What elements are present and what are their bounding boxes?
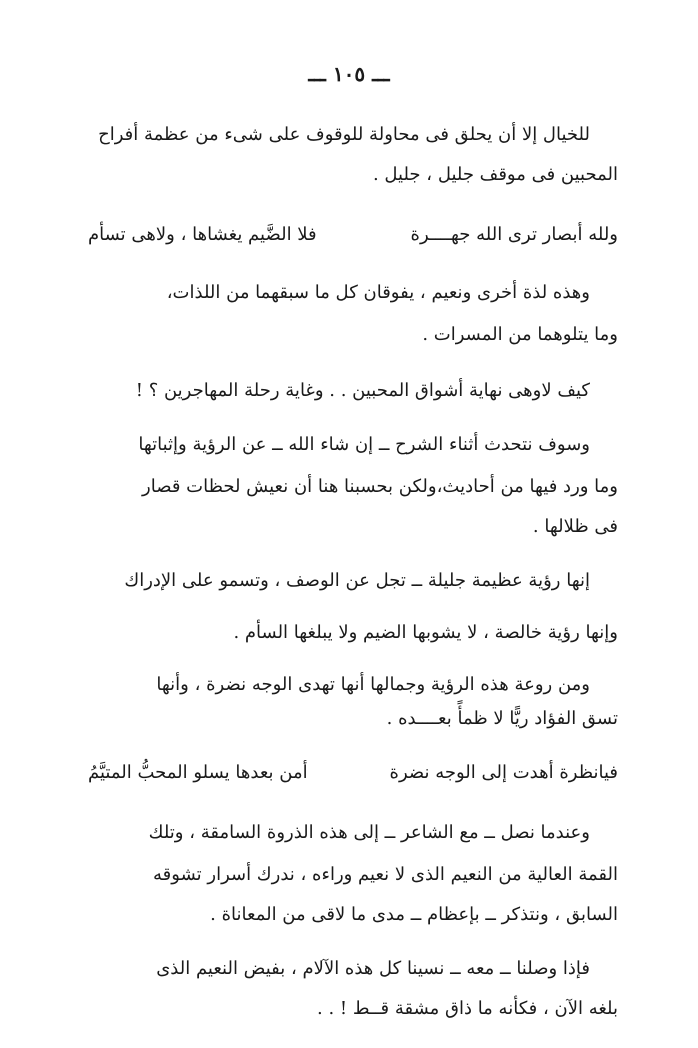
- text-line: ومن روعة هذه الرؤية وجمالها أنها تهدى الوجه نضرة ، وأنها: [156, 674, 590, 695]
- text-line: وهذه لذة أخرى ونعيم ، يفوقان كل ما سبقهما من اللذات،: [166, 282, 590, 303]
- text-line: فإذا وصلنا ــ معه ــ نسينا كل هذه الآلام ، بفيض النعيم الذى: [156, 958, 590, 979]
- text-line: بلغه الآن ، فكأنه ما ذاق مشقة قــط ! . .: [317, 998, 618, 1019]
- text-line: السابق ، ونتذكر ــ بإعظام ــ مدى ما لاقى من المعاناة .: [210, 904, 618, 925]
- text-line: وسوف نتحدث أثناء الشرح ــ إن شاء الله ــ عن الرؤية وإثباتها: [138, 434, 590, 455]
- text-line: فى ظلالها .: [532, 516, 618, 537]
- text-line: إنها رؤية عظيمة جليلة ــ تجل عن الوصف ، وتسمو على الإدراك: [124, 570, 590, 591]
- text-line: كيف لاوهى نهاية أشواق المحبين . . وغاية رحلة المهاجرين ؟ !: [135, 380, 590, 401]
- verse-hemistich-second: فلا الضَّيم يغشاها ، ولاهى تسأم: [88, 224, 317, 245]
- verse-hemistich-first: فيانظرة أهدت إلى الوجه نضرة: [389, 762, 618, 783]
- verse-hemistich-first: ولله أبصار ترى الله جهــــرة: [410, 224, 618, 245]
- verse-hemistich-second: أمن بعدها يسلو المحبُّ المتيَّمُ: [88, 762, 308, 783]
- page-number: ـــ ١٠٥ ـــ: [308, 62, 390, 86]
- text-line: وما يتلوهما من المسرات .: [422, 324, 618, 345]
- text-line: وعندما نصل ــ مع الشاعر ــ إلى هذه الذروة السامقة ، وتلك: [148, 822, 590, 843]
- text-line: للخيال إلا أن يحلق فى محاولة للوقوف على شىء من عظمة أفراح: [98, 124, 590, 145]
- text-line: المحبين فى موقف جليل ، جليل .: [372, 164, 618, 185]
- text-line: وما ورد فيها من أحاديث،ولكن بحسبنا هنا أن نعيش لحظات قصار: [142, 476, 618, 497]
- text-line: القمة العالية من النعيم الذى لا نعيم وراءه ، ندرك أسرار تشوقه: [153, 864, 618, 885]
- text-line: تسق الفؤاد ريًّا لا ظمأً بعــــده .: [386, 708, 618, 729]
- text-line: وإنها رؤية خالصة ، لا يشوبها الضيم ولا يبلغها السأم .: [233, 622, 618, 643]
